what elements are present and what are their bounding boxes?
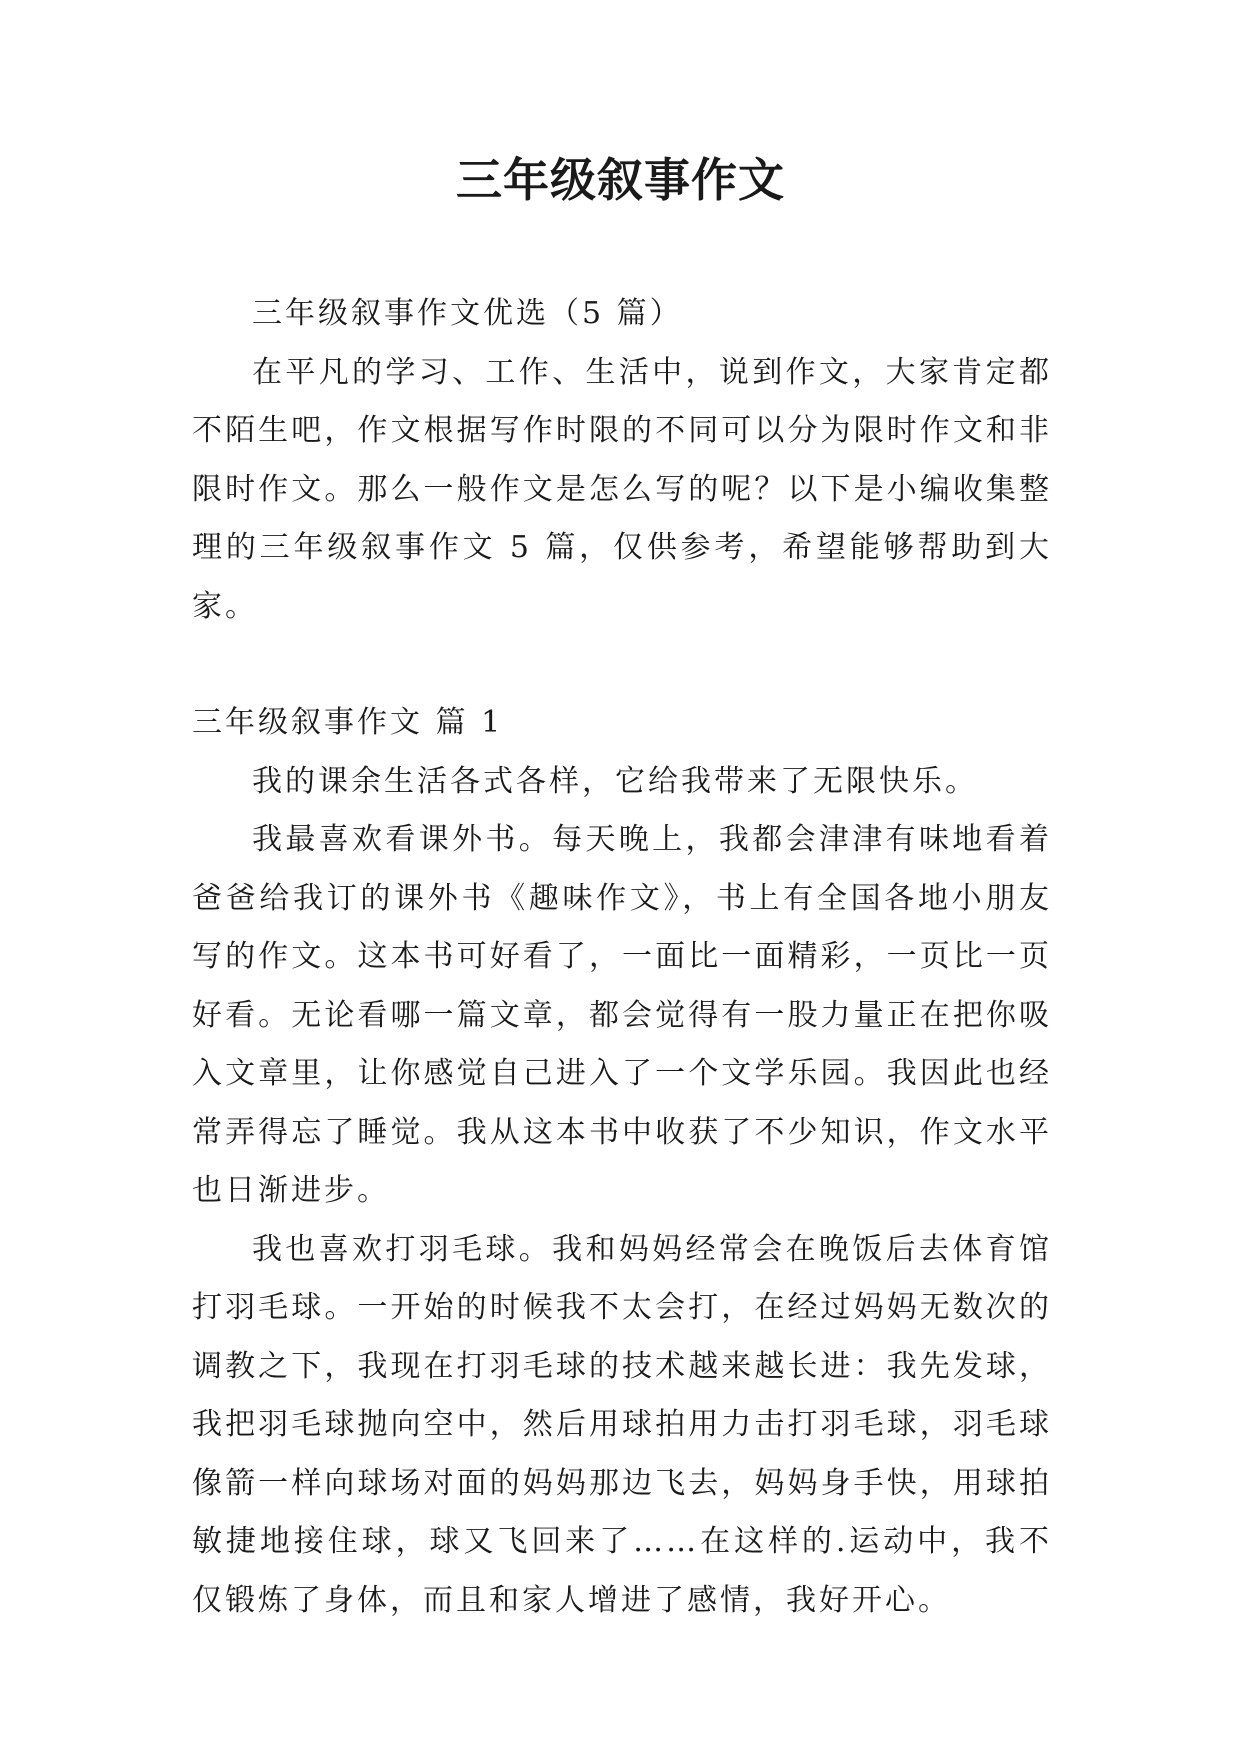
intro-subtitle: 三年级叙事作文优选（5 篇） [252, 296, 683, 331]
body-paragraph: 我的课余生活各式各样，它给我带来了无限快乐。 [252, 763, 978, 799]
intro-paragraph: 在平凡的学习、工作、生活中，说到作文，大家肯定都不陌生吧，作文根据写作时限的不同可以分为限时作文和非限时作文。那么一般作文是怎么写的呢？以下是小编收集整理的三年级叙事作文 5 篇，仅供参考，希望能够帮助到大家。 [192, 354, 1052, 624]
section-spacer [192, 636, 1052, 694]
section-heading: 三年级叙事作文 篇 1 [192, 705, 504, 740]
body-paragraph: 我最喜欢看课外书。每天晚上，我都会津津有味地看着爸爸给我订的课外书《趣味作文》，书上有全国各地小朋友写的作文。这本书可好看了，一面比一面精彩，一页比一页好看。无论看哪一篇文章，都会觉得有一股力量正在把你吸入文章里，让你感觉自己进入了一个文学乐园。我因此也经常弄得忘了睡觉。我从这本书中收获了不少知识，作文水平也日渐进步。 [192, 822, 1052, 1208]
body-paragraph: 我也喜欢打羽毛球。我和妈妈经常会在晚饭后去体育馆打羽毛球。一开始的时候我不太会打，在经过妈妈无数次的调教之下，我现在打羽毛球的技术越来越长进：我先发球，我把羽毛球抛向空中，然后用球拍用力击打羽毛球，羽毛球像箭一样向球场对面的妈妈那边飞去，妈妈身手快，用球拍敏捷地接住球，球又飞回来了……在这样的.运动中，我不仅锻炼了身体，而且和家人增进了感情，我好开心。 [192, 1231, 1052, 1618]
document-body [192, 285, 1052, 1630]
document-title: 三年级叙事作文 [456, 153, 785, 207]
